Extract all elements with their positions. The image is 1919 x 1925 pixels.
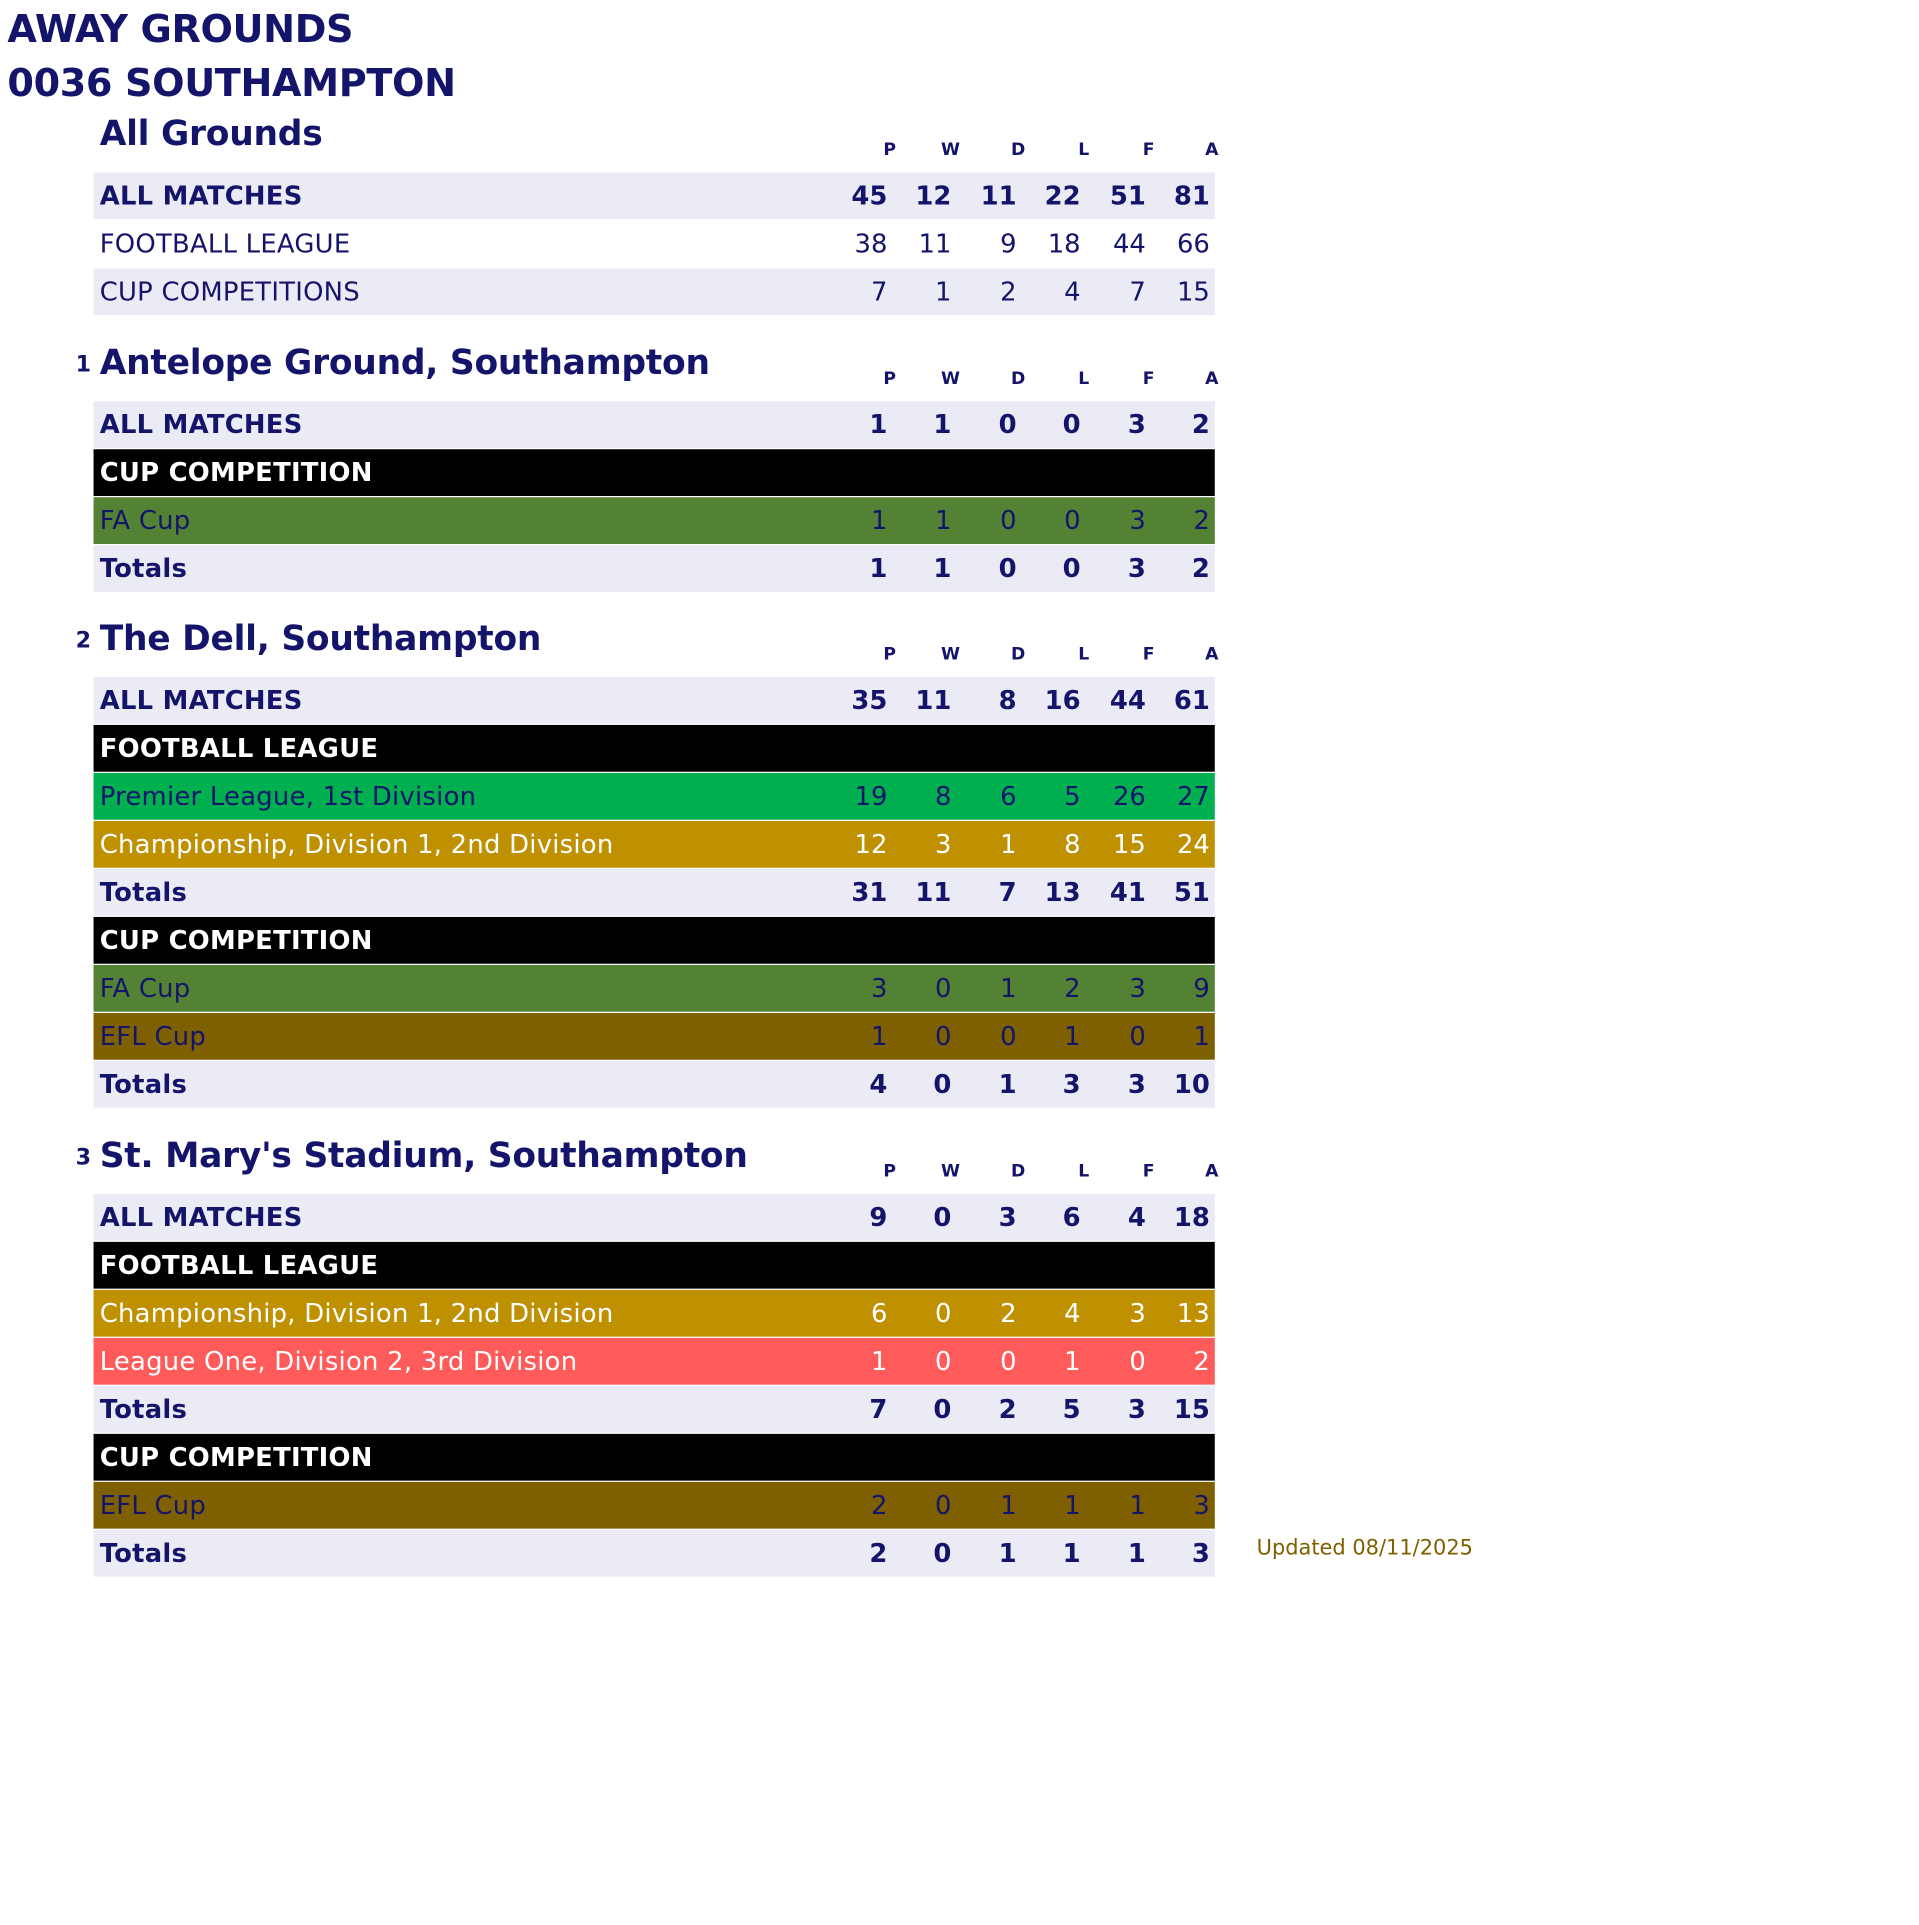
cell-l: 2 (1064, 973, 1081, 1004)
cell-p: 3 (870, 973, 888, 1004)
category-row (94, 1242, 1215, 1289)
cell-p: 1 (870, 505, 888, 536)
table-row (94, 220, 1215, 267)
cell-p: 7 (870, 276, 888, 307)
cell-a: 81 (1173, 180, 1210, 211)
cell-f: 3 (1129, 973, 1146, 1004)
cell-p: 1 (870, 1021, 888, 1052)
totals-row (94, 869, 1215, 916)
row-label: Totals (99, 877, 188, 908)
column-header-f: F (1142, 1161, 1155, 1182)
cell-p: 6 (870, 1298, 888, 1329)
row-label: ALL MATCHES (99, 409, 303, 440)
cell-w: 0 (934, 1346, 952, 1377)
cell-p: 4 (869, 1069, 888, 1100)
column-header-l: L (1078, 369, 1090, 389)
cell-d: 7 (998, 877, 1017, 908)
row-label: ALL MATCHES (99, 1202, 303, 1233)
cell-d: 2 (1000, 1298, 1017, 1329)
cell-l: 1 (1064, 1346, 1081, 1377)
cell-l: 0 (1064, 505, 1081, 536)
cell-d: 1 (998, 1538, 1017, 1569)
cell-a: 13 (1176, 1298, 1210, 1329)
column-header-w: W (941, 140, 961, 161)
totals-row (94, 1061, 1215, 1108)
cell-l: 16 (1044, 685, 1081, 716)
cell-l: 22 (1044, 180, 1081, 211)
column-header-l: L (1078, 644, 1090, 665)
totals-row (94, 1530, 1215, 1577)
cell-f: 1 (1129, 1490, 1146, 1521)
table-row (94, 1290, 1215, 1337)
cell-l: 1 (1062, 1538, 1081, 1569)
column-header-d: D (1010, 369, 1026, 389)
cell-d: 2 (1000, 276, 1017, 307)
cell-p: 45 (851, 180, 888, 211)
cell-l: 0 (1062, 409, 1081, 440)
cell-p: 38 (854, 228, 888, 259)
cell-a: 2 (1193, 1346, 1210, 1377)
row-label: Totals (99, 1538, 188, 1569)
cell-d: 11 (980, 180, 1017, 211)
table-row (94, 401, 1215, 448)
cell-w: 0 (934, 973, 952, 1004)
row-label: FOOTBALL LEAGUE (99, 1250, 379, 1281)
totals-row (94, 1386, 1215, 1433)
page-title: AWAY GROUNDS (7, 7, 354, 52)
cell-p: 1 (870, 1346, 888, 1377)
cell-a: 24 (1176, 829, 1210, 860)
table-row (94, 1013, 1215, 1060)
cell-a: 2 (1191, 409, 1210, 440)
column-header-w: W (941, 644, 961, 665)
cell-w: 0 (933, 1069, 952, 1100)
cell-w: 12 (915, 180, 952, 211)
cell-l: 8 (1064, 829, 1081, 860)
cell-l: 0 (1062, 553, 1081, 584)
ground-header (0, 618, 1218, 667)
cell-l: 13 (1044, 877, 1081, 908)
cell-a: 15 (1176, 276, 1210, 307)
cell-p: 1 (869, 409, 888, 440)
table-row (94, 821, 1215, 868)
cell-d: 0 (998, 553, 1017, 584)
column-header-d: D (1010, 1161, 1026, 1182)
ground-header (0, 1135, 1218, 1184)
column-header-a: A (1205, 140, 1219, 161)
cell-d: 8 (998, 685, 1017, 716)
column-header-w: W (941, 1161, 961, 1182)
row-label: CUP COMPETITION (99, 1442, 373, 1473)
cell-d: 6 (1000, 781, 1017, 812)
table-row (94, 677, 1215, 724)
cell-a: 27 (1176, 781, 1210, 812)
cell-f: 3 (1127, 409, 1146, 440)
cell-l: 1 (1064, 1021, 1081, 1052)
column-header-f: F (1142, 140, 1155, 161)
ground-header (0, 113, 1218, 162)
cell-l: 18 (1047, 228, 1081, 259)
column-header-d: D (1010, 140, 1026, 161)
cell-d: 1 (1000, 829, 1017, 860)
cell-l: 4 (1064, 276, 1081, 307)
cell-a: 2 (1191, 553, 1210, 584)
cell-l: 3 (1062, 1069, 1081, 1100)
column-headers (832, 1161, 1219, 1184)
cell-p: 12 (854, 829, 888, 860)
cell-f: 26 (1112, 781, 1146, 812)
cell-w: 0 (933, 1202, 952, 1233)
column-headers (832, 140, 1219, 162)
cell-w: 0 (934, 1490, 952, 1521)
cell-f: 4 (1127, 1202, 1146, 1233)
row-label: CUP COMPETITIONS (99, 276, 360, 307)
row-label: Totals (99, 1069, 188, 1100)
row-label: League One, Division 2, 3rd Division (99, 1346, 578, 1377)
totals-row (94, 545, 1215, 592)
cell-p: 9 (869, 1202, 888, 1233)
cell-w: 0 (933, 1538, 952, 1569)
row-label: FA Cup (99, 505, 191, 536)
row-label: Premier League, 1st Division (99, 781, 477, 812)
ground-header (0, 342, 1218, 391)
cell-f: 3 (1127, 1394, 1146, 1425)
ground-name: Antelope Ground, Southampton (99, 342, 710, 383)
column-header-w: W (941, 369, 961, 389)
cell-l: 5 (1062, 1394, 1081, 1425)
row-label: Championship, Division 1, 2nd Division (99, 1298, 614, 1329)
cell-d: 0 (1000, 1346, 1017, 1377)
cell-d: 0 (1000, 505, 1017, 536)
category-row (94, 917, 1215, 964)
cell-f: 44 (1109, 685, 1146, 716)
cell-w: 1 (933, 553, 952, 584)
cell-p: 1 (869, 553, 888, 584)
ground-number: 3 (75, 1144, 92, 1171)
row-label: FOOTBALL LEAGUE (99, 733, 379, 764)
cell-f: 15 (1112, 829, 1146, 860)
cell-d: 1 (1000, 1490, 1017, 1521)
ground-number: 1 (75, 352, 92, 378)
cell-f: 41 (1109, 877, 1146, 908)
row-label: Totals (99, 1394, 188, 1425)
club-name: 0036 SOUTHAMPTON (7, 61, 456, 106)
cell-f: 1 (1127, 1538, 1146, 1569)
column-header-l: L (1078, 1161, 1090, 1182)
table-row (94, 172, 1215, 219)
row-label: CUP COMPETITION (99, 457, 373, 488)
cell-f: 3 (1129, 505, 1146, 536)
ground-number: 2 (75, 627, 92, 654)
cell-p: 7 (869, 1394, 888, 1425)
ground-name: St. Mary's Stadium, Southampton (99, 1134, 748, 1176)
cell-l: 6 (1062, 1202, 1081, 1233)
cell-d: 2 (998, 1394, 1017, 1425)
updated-date: Updated 08/11/2025 (1256, 1536, 1473, 1561)
cell-a: 18 (1173, 1202, 1210, 1233)
category-row (94, 1434, 1215, 1481)
column-header-a: A (1205, 369, 1219, 389)
category-row (94, 725, 1215, 772)
cell-f: 7 (1129, 276, 1146, 307)
row-label: FOOTBALL LEAGUE (99, 228, 351, 259)
category-row (94, 449, 1215, 496)
row-label: ALL MATCHES (99, 180, 303, 211)
column-header-p: P (883, 369, 897, 389)
column-header-a: A (1205, 1161, 1219, 1182)
cell-f: 3 (1127, 553, 1146, 584)
cell-d: 0 (998, 409, 1017, 440)
column-header-a: A (1205, 644, 1219, 665)
cell-f: 3 (1129, 1298, 1146, 1329)
cell-w: 1 (934, 505, 952, 536)
cell-p: 35 (851, 685, 888, 716)
column-header-f: F (1142, 369, 1155, 389)
cell-p: 2 (870, 1490, 888, 1521)
table-row (94, 497, 1215, 544)
cell-w: 0 (934, 1298, 952, 1329)
cell-w: 0 (934, 1021, 952, 1052)
cell-a: 61 (1173, 685, 1210, 716)
cell-a: 51 (1173, 877, 1210, 908)
cell-w: 8 (934, 781, 952, 812)
cell-d: 9 (1000, 228, 1017, 259)
row-label: FA Cup (99, 973, 191, 1004)
cell-w: 3 (934, 829, 952, 860)
cell-w: 1 (934, 276, 952, 307)
cell-p: 31 (851, 877, 888, 908)
cell-w: 0 (933, 1394, 952, 1425)
cell-f: 0 (1129, 1346, 1146, 1377)
table-row (94, 965, 1215, 1012)
column-header-f: F (1142, 644, 1155, 665)
cell-a: 3 (1193, 1490, 1210, 1521)
cell-a: 15 (1173, 1394, 1210, 1425)
column-header-p: P (883, 1161, 897, 1182)
cell-d: 1 (998, 1069, 1017, 1100)
cell-w: 11 (918, 228, 952, 259)
column-header-p: P (883, 644, 897, 665)
cell-d: 0 (1000, 1021, 1017, 1052)
table-row (94, 268, 1215, 315)
table-row (94, 1338, 1215, 1385)
cell-w: 11 (915, 877, 952, 908)
ground-name: The Dell, Southampton (99, 617, 542, 659)
row-label: Championship, Division 1, 2nd Division (99, 829, 614, 860)
cell-l: 5 (1064, 781, 1081, 812)
cell-f: 0 (1129, 1021, 1146, 1052)
cell-d: 3 (998, 1202, 1017, 1233)
cell-f: 51 (1109, 180, 1146, 211)
cell-w: 1 (933, 409, 952, 440)
cell-a: 9 (1193, 973, 1210, 1004)
ground-name: All Grounds (99, 113, 323, 154)
cell-a: 10 (1173, 1069, 1210, 1100)
column-header-l: L (1078, 140, 1090, 161)
column-headers (832, 369, 1219, 391)
cell-p: 19 (854, 781, 888, 812)
cell-a: 2 (1193, 505, 1210, 536)
table-row (94, 773, 1215, 820)
cell-p: 2 (869, 1538, 888, 1569)
column-headers (832, 644, 1219, 667)
cell-f: 44 (1112, 228, 1146, 259)
cell-d: 1 (1000, 973, 1017, 1004)
row-label: CUP COMPETITION (99, 925, 373, 956)
cell-l: 1 (1064, 1490, 1081, 1521)
cell-w: 11 (915, 685, 952, 716)
cell-f: 3 (1127, 1069, 1146, 1100)
row-label: Totals (99, 553, 188, 584)
cell-a: 3 (1191, 1538, 1210, 1569)
column-header-d: D (1010, 644, 1026, 665)
cell-a: 66 (1176, 228, 1210, 259)
column-header-p: P (883, 140, 897, 161)
row-label: EFL Cup (99, 1490, 207, 1521)
table-row (94, 1482, 1215, 1529)
cell-a: 1 (1193, 1021, 1210, 1052)
row-label: EFL Cup (99, 1021, 207, 1052)
cell-l: 4 (1064, 1298, 1081, 1329)
row-label: ALL MATCHES (99, 685, 303, 716)
table-row (94, 1194, 1215, 1241)
